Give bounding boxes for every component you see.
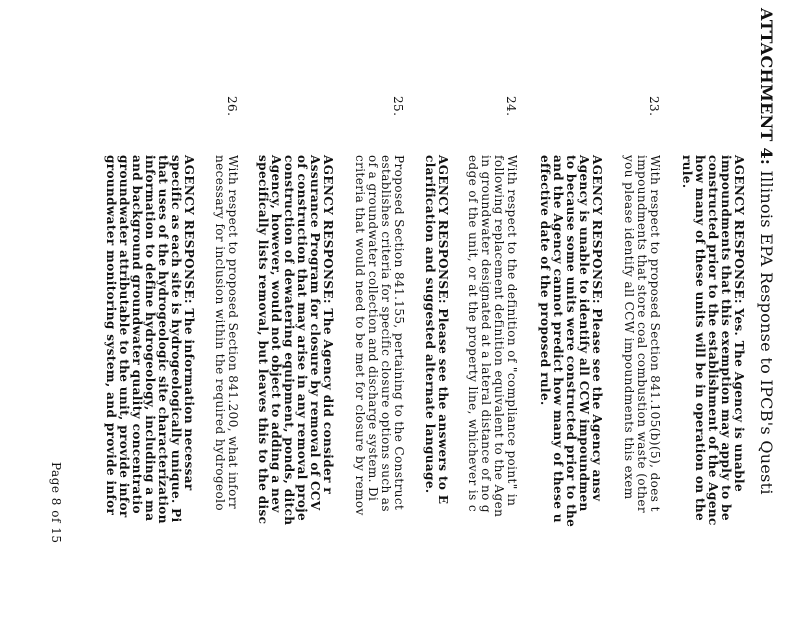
question-line: in groundwater designated at a lateral distance of no g <box>479 155 493 513</box>
response-line: specifically lists removal, but leaves this to the disc <box>256 155 270 525</box>
response-line: information to define hydrogeology, including a ma <box>143 155 157 522</box>
question-line: criteria that would need to be met for closure by remov <box>353 155 367 516</box>
response-line: AGENCY RESPONSE: Yes. The Agency is unable <box>732 155 746 492</box>
question-number: 23. <box>647 96 661 117</box>
response-line: to because some units were constructed prior to the <box>564 155 578 528</box>
question-line: With respect to the definition of "compliance point" in <box>505 155 519 507</box>
question-line: establishes criteria for specific closure options such as <box>379 155 393 512</box>
response-line: AGENCY RESPONSE: The information necessar <box>182 155 196 491</box>
response-line: AGENCY RESPONSE: The Agency did consider r <box>321 155 335 495</box>
question-line: Proposed Section 841.155, pertaining to the Construct <box>392 155 406 511</box>
question-number: 26. <box>225 96 239 117</box>
question-number: 25. <box>391 96 405 117</box>
response-line: specific as each site is hydrogeologically unique. Pi <box>169 155 183 523</box>
heading-title: Illinois EPA Response to IPCB's Questi <box>757 165 776 495</box>
response-line: AGENCY RESPONSE: Please see the answers to E <box>436 155 450 505</box>
question-line: impoundments that store coal combustion waste (other <box>635 155 649 513</box>
response-line: how many of these units will be in operation on the <box>693 155 707 522</box>
response-line: effective date of the proposed rule. <box>538 155 552 406</box>
response-line: clarification and suggested alternate language. <box>423 155 437 494</box>
response-line: Agency is unable to identify all CCW impoundmen <box>577 155 591 512</box>
response-line: impoundments that this exemption may apply to be <box>719 155 733 521</box>
question-line: edge of the unit, or at the property line, whichever is c <box>466 155 480 512</box>
response-line: Assurance Program for closure by removal of CCV <box>308 155 322 511</box>
response-line: groundwater monitoring system, and provide infor <box>104 155 118 516</box>
response-line: groundwater attributable to the unit, provide infor <box>117 155 131 518</box>
question-line: you please identify all CCW impoundments this exem <box>622 155 636 500</box>
response-line: AGENCY RESPONSE: Please see the Agency ansv <box>590 155 604 502</box>
response-line: that uses of the hydrogeologic site characterization <box>156 155 170 524</box>
response-line: of construction that may arise in any removal proje <box>295 155 309 521</box>
heading-attachment: ATTACHMENT 4: <box>757 8 776 166</box>
question-line: With respect to proposed Section 841.105(b)(5), does t <box>648 155 662 512</box>
question-line: of a groundwater collection and discharge system. Di <box>366 155 380 502</box>
response-line: constructed prior to the establishment of the Agenc <box>706 155 720 526</box>
document-heading <box>757 8 776 495</box>
question-number: 24. <box>504 96 518 117</box>
page-number: Page 8 of 15 <box>49 462 63 544</box>
question-line: necessary for inclusion within the required hydrogeolo <box>213 155 227 512</box>
response-line: and background groundwater quality concentratio <box>130 155 144 514</box>
response-line: rule. <box>680 155 694 189</box>
response-line: construction of dewatering equipment, ponds, ditch <box>282 155 296 526</box>
question-line: following replacement definition equivalent to the Agen <box>492 155 506 518</box>
response-line: Agency, however, would not object to adding a nev <box>269 155 283 513</box>
question-line: With respect to proposed Section 841.200, what inforr <box>226 155 240 510</box>
response-line: and the Agency cannot predict how many of these u <box>551 155 565 523</box>
